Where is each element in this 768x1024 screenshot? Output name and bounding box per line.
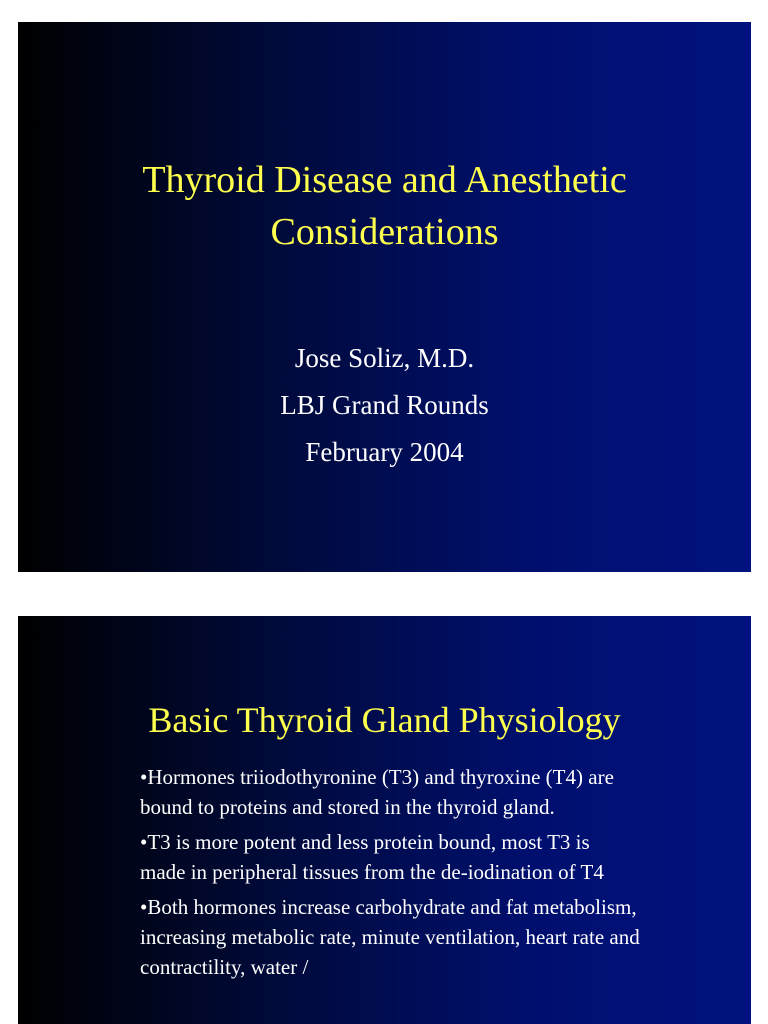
bullet-item: •Both hormones increase carbohydrate and fat metabolism, increasing metabolic rate, minute ventilation, heart rate and contractility, water / <box>140 895 640 979</box>
slide-title <box>18 22 751 572</box>
title-line-2: Considerations <box>270 211 499 253</box>
author-name: Jose Soliz, M.D. <box>294 343 475 373</box>
bullet-list <box>140 762 640 987</box>
bullet-item: •Hormones triiodothyronine (T3) and thyroxine (T4) are bound to proteins and stored in the thyroid gland. <box>140 765 614 819</box>
slide-heading: Basic Thyroid Gland Physiology <box>148 700 621 740</box>
bullet-item: •T3 is more potent and less protein bound, most T3 is made in peripheral tissues from the de-iodination of T4 <box>140 830 604 884</box>
presentation-date: February 2004 <box>305 437 464 467</box>
event-name: LBJ Grand Rounds <box>280 390 489 420</box>
presentation-title <box>18 154 751 258</box>
title-line-1: Thyroid Disease and Anesthetic <box>142 159 627 201</box>
slide-physiology <box>18 616 751 1024</box>
